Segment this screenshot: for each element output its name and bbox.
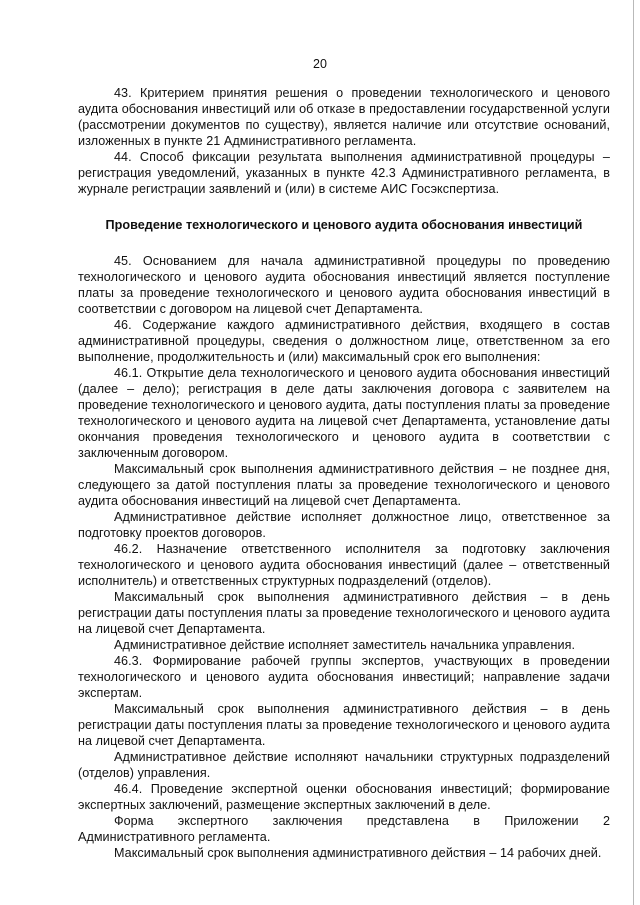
document-body	[78, 85, 610, 861]
paragraph-45: 45. Основанием для начала административной процедуры по проведению технологического и ценового аудита обоснования инвестиций является поступление платы за проведение технологического и ценового аудита обоснования инвестиций в соответствии с договором на лицевой счет Департамента.	[78, 254, 610, 316]
paragraph-46-2-term: Максимальный срок выполнения административного действия – в день регистрации даты поступления платы за проведение технологического и ценового аудита на лицевой счет Департамента.	[78, 590, 610, 636]
paragraph-46-1: 46.1. Открытие дела технологического и ценового аудита обоснования инвестиций (далее – дело); регистрация в деле даты заключения договора с заявителем на проведение технологического и ценового аудита, даты поступления платы за проведение технологического и ценового аудита на лицевой счет Департамента, установление даты окончания проведения технологического и ценового аудита в соответствии с заключенным договором.	[78, 366, 610, 460]
paragraph-46-4-form-line-1: Форма экспертного заключения представлена в Приложении 2	[114, 814, 610, 828]
paragraph-46-4: 46.4. Проведение экспертной оценки обоснования инвестиций; формирование экспертных заключений, размещение экспертных заключений в деле.	[78, 782, 610, 812]
paragraph-46: 46. Содержание каждого административного действия, входящего в состав административной процедуры, сведения о должностном лице, ответственном за его выполнение, продолжительность и (или) максимальный срок его выполнения:	[78, 318, 610, 364]
paragraph-46-3: 46.3. Формирование рабочей группы экспертов, участвующих в проведении технологического и ценового аудита обоснования инвестиций; направление задачи экспертам.	[78, 654, 610, 700]
paragraph-46-1-term: Максимальный срок выполнения административного действия – не позднее дня, следующего за датой поступления платы за проведение технологического и ценового аудита обоснования инвестиций на лицевой счет Департамента.	[78, 462, 610, 508]
paragraph-43: 43. Критерием принятия решения о проведении технологического и ценового аудита обоснования инвестиций или об отказе в предоставлении государственной услуги (рассмотрении документов по существу), является наличие или отсутствие оснований, изложенных в пункте 21 Административного регламента.	[78, 86, 610, 148]
paragraph-46-3-executor: Административное действие исполняют начальники структурных подразделений (отделов) управления.	[78, 750, 610, 780]
paragraph-44: 44. Способ фиксации результата выполнения административной процедуры – регистрация уведомлений, указанных в пункте 42.3 Административного регламента, в журнале регистрации заявлений и (или) в системе АИС Госэкспертиза.	[78, 150, 610, 196]
page-edge-line	[633, 0, 634, 905]
paragraph-46-2: 46.2. Назначение ответственного исполнителя за подготовку заключения технологического и ценового аудита обоснования инвестиций (далее – ответственный исполнитель) и ответственных структурных подразделений (отделов).	[78, 542, 610, 588]
paragraph-46-4-form-line-2: Административного регламента.	[78, 830, 271, 844]
paragraph-46-3-term: Максимальный срок выполнения административного действия – в день регистрации даты поступления платы за проведение технологического и ценового аудита на лицевой счет Департамента.	[78, 702, 610, 748]
page-number: 20	[313, 57, 327, 71]
paragraph-46-1-executor: Административное действие исполняет должностное лицо, ответственное за подготовку проектов договоров.	[78, 510, 610, 540]
paragraph-46-2-executor: Административное действие исполняет заместитель начальника управления.	[114, 638, 575, 652]
paragraph-46-4-term: Максимальный срок выполнения административного действия – 14 рабочих дней.	[114, 846, 602, 860]
section-heading: Проведение технологического и ценового аудита обоснования инвестиций	[105, 218, 583, 232]
